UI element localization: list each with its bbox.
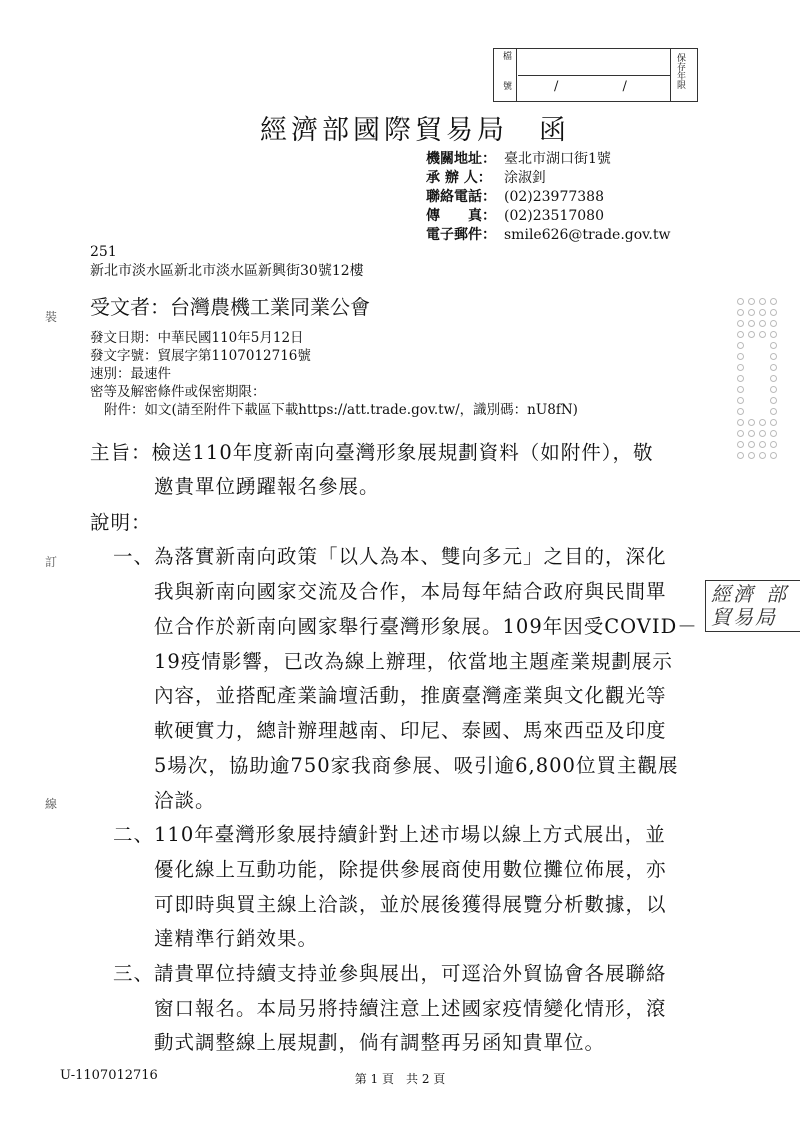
- subject-line-2: 邀貴單位踴躍報名參展。: [154, 475, 380, 498]
- item-one-line-8: 洽談。: [154, 789, 216, 812]
- sender-contact-key: 承 辦 人：: [426, 170, 492, 186]
- punch-dot: [737, 441, 744, 448]
- recipient-address: 新北市淡水區新北市淡水區新興街30號12樓: [90, 263, 364, 279]
- item-one-line-7: 5場次，協助逾750家我商參展、吸引逾6,800位買主觀展: [154, 754, 679, 777]
- postal-code: 251: [90, 244, 117, 260]
- punch-dot: [759, 430, 766, 437]
- punch-dot: [770, 430, 777, 437]
- punch-dot: [759, 309, 766, 316]
- document-number: 發文字號：貿展字第1107012716號: [90, 348, 311, 364]
- punch-dot: [737, 298, 744, 305]
- punch-dot: [737, 364, 744, 371]
- attachment-info: 附件：如文(請至附件下載區下載https://att.trade.gov.tw/，識別碼：nU8fN): [104, 402, 578, 418]
- item-three-line-1: 三、請貴單位持續支持並參與展出，可逕洽外貿協會各展聯絡: [113, 962, 667, 985]
- punch-dot: [748, 419, 755, 426]
- sender-address-key: 機關地址：: [426, 151, 496, 167]
- punch-dot: [770, 342, 777, 349]
- agency-seal: [705, 580, 800, 632]
- punch-dot: [748, 430, 755, 437]
- punch-dot: [770, 441, 777, 448]
- item-two-line-2: 優化線上互動功能，除提供參展商使用數位攤位佈展，亦: [154, 858, 667, 881]
- sender-phone-key: 聯絡電話：: [426, 189, 496, 205]
- binding-mark-xian: 線: [45, 797, 58, 811]
- punch-dot: [737, 397, 744, 404]
- punch-dot: [770, 320, 777, 327]
- punch-dot: [770, 353, 777, 360]
- item-one-line-2: 我與新南向國家交流及合作，本局每年結合政府與民間單: [154, 580, 667, 603]
- footer-page-number: 第 1 頁 共 2 頁: [354, 1072, 446, 1086]
- punch-dot: [759, 419, 766, 426]
- seal-extra: 部: [766, 582, 788, 606]
- sender-contact-value: 涂淑釗: [504, 170, 546, 186]
- item-one-line-6: 軟硬實力，總計辦理越南、印尼、泰國、馬來西亞及印度: [154, 719, 667, 742]
- issue-date: 發文日期：中華民國110年5月12日: [90, 330, 304, 346]
- punch-dot: [770, 331, 777, 338]
- sender-address-value: 臺北市湖口街1號: [504, 151, 611, 167]
- punch-dot: [770, 408, 777, 415]
- punch-dot: [770, 298, 777, 305]
- punch-dot: [770, 375, 777, 382]
- archive-retention-label: 保存年限: [675, 53, 685, 89]
- punch-dot: [737, 386, 744, 393]
- item-two-line-1: 二、110年臺灣形象展持續針對上述市場以線上方式展出，並: [113, 823, 666, 846]
- punch-dot: [737, 320, 744, 327]
- item-one-line-3: 位合作於新南向國家舉行臺灣形象展。109年因受COVID－: [154, 615, 698, 638]
- document-title: 經濟部國際貿易局 函: [260, 115, 570, 146]
- sender-phone-value: (02)23977388: [504, 189, 604, 205]
- punch-dot: [737, 419, 744, 426]
- security-level: 密等及解密條件或保密期限：: [90, 384, 266, 400]
- archive-number-label: 號: [501, 81, 511, 90]
- item-one-line-4: 19疫情影響，已改為線上辦理，依當地主題產業規劃展示: [154, 650, 673, 673]
- punch-dot: [770, 364, 777, 371]
- punch-dot: [748, 309, 755, 316]
- punch-dot: [737, 375, 744, 382]
- item-one-line-1: 一、為落實新南向政策「以人為本、雙向多元」之目的，深化: [113, 545, 667, 568]
- punch-dot: [737, 331, 744, 338]
- punch-dot: [770, 419, 777, 426]
- sender-email-value: smile626@trade.gov.tw: [504, 227, 671, 243]
- seal-line-1: 經濟: [711, 582, 755, 606]
- punch-dot: [770, 452, 777, 459]
- binding-mark-zhuang: 裝: [45, 310, 58, 324]
- item-two-line-3: 可即時與買主線上洽談，並於展後獲得展覽分析數據，以: [154, 893, 667, 916]
- item-two-line-4: 達精準行銷效果。: [154, 927, 319, 950]
- punch-dot: [748, 331, 755, 338]
- punch-dot: [737, 452, 744, 459]
- seal-line-2: 貿易局: [711, 605, 777, 629]
- footer-document-id: U-1107012716: [60, 1068, 158, 1083]
- sender-fax-value: (02)23517080: [504, 208, 604, 224]
- punch-dot: [770, 309, 777, 316]
- recipient: 受文者：台灣農機工業同業公會: [90, 295, 370, 319]
- archive-number-value: / /: [554, 79, 657, 94]
- punch-dot: [759, 452, 766, 459]
- binding-mark-ding: 訂: [45, 555, 58, 569]
- sender-email-key: 電子郵件：: [426, 227, 496, 243]
- archive-file-label: 檔: [501, 51, 511, 60]
- punch-dot: [748, 298, 755, 305]
- sender-fax-key: 傳 真：: [426, 208, 496, 224]
- punch-dot: [748, 320, 755, 327]
- item-one-line-5: 內容，並搭配產業論壇活動，推廣臺灣產業與文化觀光等: [154, 684, 667, 707]
- punch-dot: [737, 408, 744, 415]
- item-three-line-2: 窗口報名。本局另將持續注意上述國家疫情變化情形，滾: [154, 997, 667, 1020]
- punch-dot: [748, 452, 755, 459]
- punch-dot: [770, 386, 777, 393]
- punch-dot: [737, 309, 744, 316]
- item-three-line-3: 動式調整線上展規劃，倘有調整再另函知貴單位。: [154, 1031, 606, 1054]
- delivery-speed: 速別：最速件: [90, 366, 171, 382]
- punch-dot: [759, 320, 766, 327]
- punch-dot: [759, 441, 766, 448]
- punch-dot: [759, 331, 766, 338]
- punch-dot: [770, 397, 777, 404]
- punch-dot: [737, 353, 744, 360]
- punch-dot: [737, 342, 744, 349]
- punch-dot: [737, 430, 744, 437]
- punch-dot: [748, 441, 755, 448]
- punch-dot: [759, 298, 766, 305]
- explanation-label: 說明：: [90, 511, 152, 534]
- subject-line-1: 主旨：檢送110年度新南向臺灣形象展規劃資料（如附件），敬: [90, 441, 654, 464]
